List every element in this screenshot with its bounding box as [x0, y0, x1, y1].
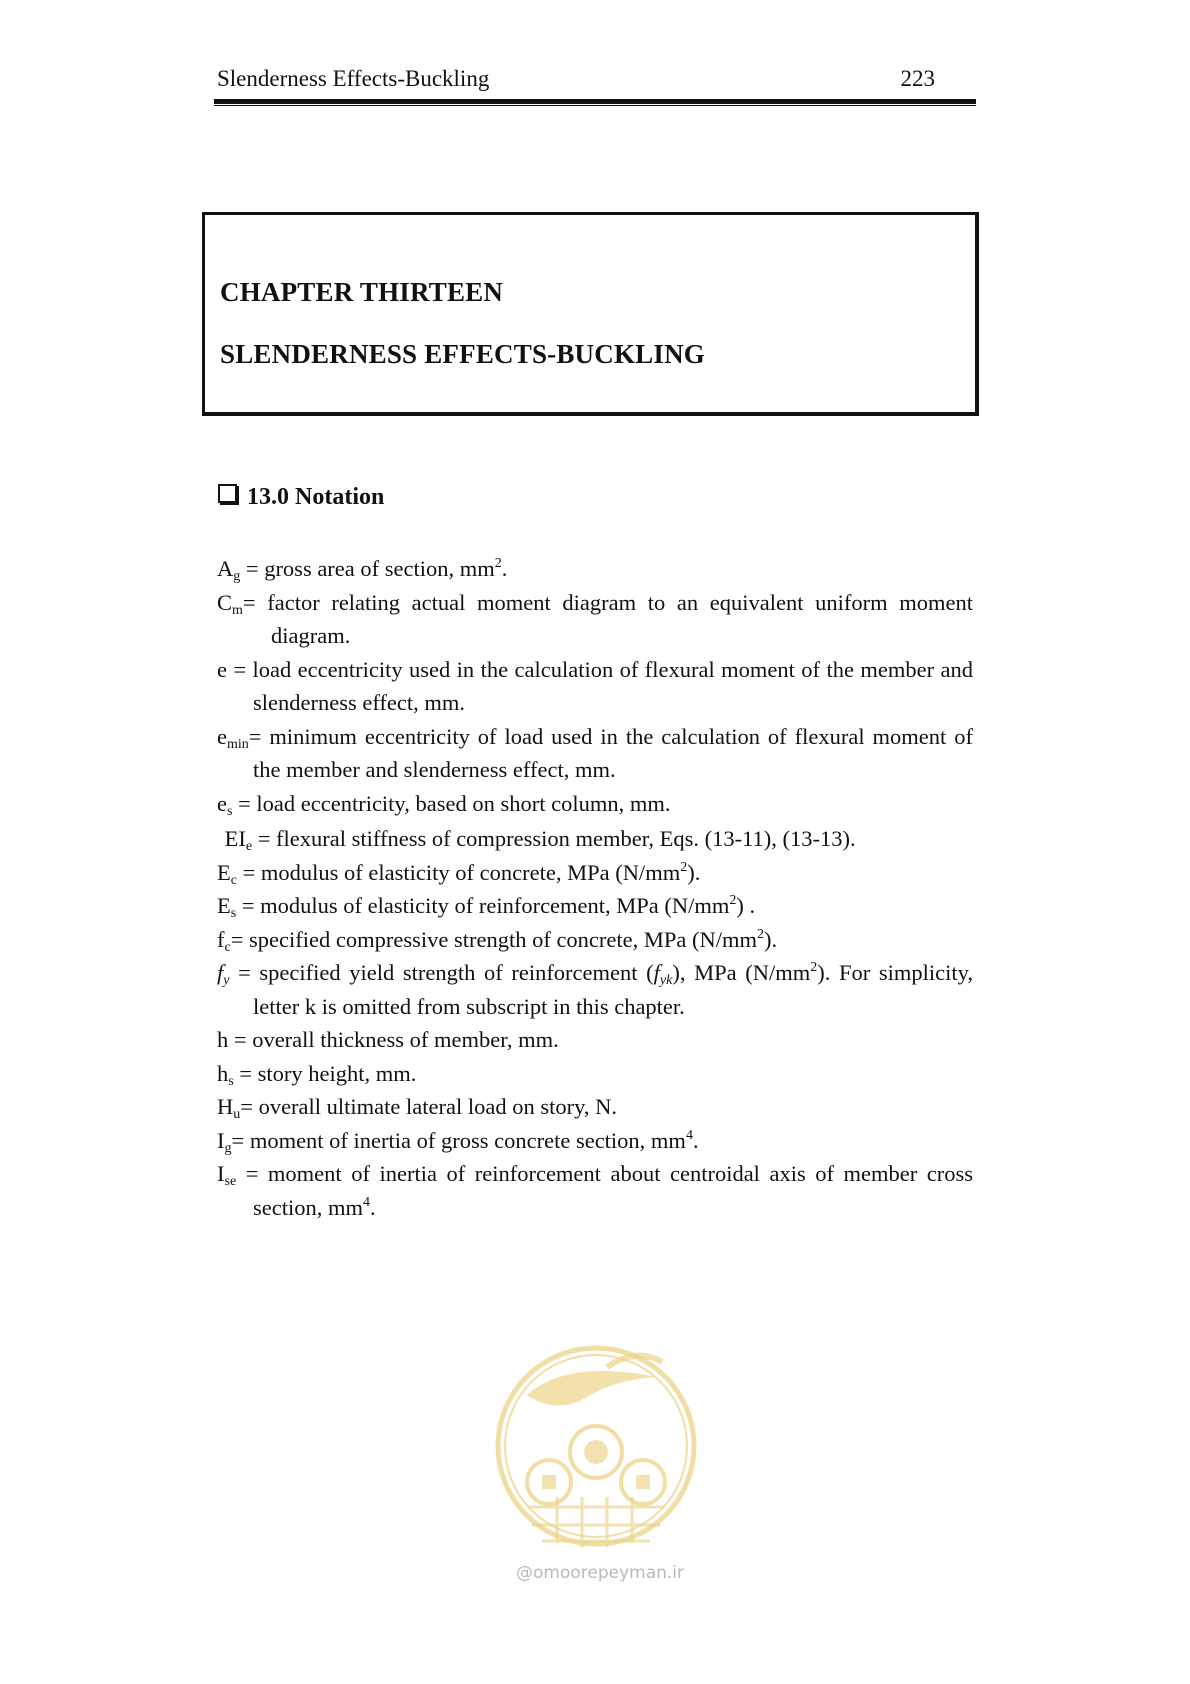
notation-item-ise: $I_{se}$ = moment of inertia of reinforcement about centroidal axis of member cross section, $mm^4$. [217, 1161, 973, 1220]
watermark-logo [487, 1317, 705, 1575]
running-header [217, 66, 977, 100]
notation-item-ec: $E_c$ = modulus of elasticity of concrete, MPa $(N/mm^2)$. [217, 859, 701, 888]
notation-item-es-modulus: $E_s$ = modulus of elasticity of reinforcement, MPa $(N/mm^2)$ . [217, 893, 756, 921]
chapter-number: CHAPTER THIRTEEN [220, 277, 504, 307]
notation-item-cm: $C_m=$ factor relating actual moment diagram to an equivalent uniform moment diagram. [217, 589, 973, 648]
notation-item-fy: $f_y$ = specified yield strength of reinforcement $(f_{yk})$, MPa $(N/mm^2)$. For simplicity, letter k is omitted from subscript in this chapter. [217, 960, 974, 1019]
notation-item-eie: $EI_e$ = flexural stiffness of compression member, Eqs. (13-11), (13-13). [224, 826, 856, 854]
notation-item-e: e = load eccentricity used in the calculation of flexural moment of the member and slenderness effect, mm. [217, 656, 973, 715]
notation-item-h: h = overall thickness of member, mm. [217, 1027, 559, 1052]
notation-item-fc: $f_c=$ specified compressive strength of concrete, MPa $(N/mm^2)$. [217, 926, 778, 955]
checkbox-bullet-icon [218, 484, 237, 503]
notation-item-hs: $h_s$ = story height, mm. [217, 1060, 417, 1089]
section-heading [218, 484, 384, 511]
notation-item-es: $e_s$ = load eccentricity, based on short column, mm. [217, 790, 671, 819]
notation-item-hu: $H_u=$ overall ultimate lateral load on story, N. [217, 1094, 617, 1122]
running-header-title: Slenderness Effects-Buckling [217, 66, 490, 91]
notation-item-ig: $I_g=$ moment of inertia of gross concrete section, $mm^4$. [217, 1127, 699, 1156]
header-rule [214, 99, 976, 106]
chapter-title: SLENDERNESS EFFECTS-BUCKLING [220, 339, 705, 369]
chapter-title-box [202, 212, 979, 416]
watermark-site: @omoorepeyman.ir [515, 1563, 685, 1583]
notation-list [217, 552, 973, 1224]
section-heading-text: 13.0 Notation [247, 484, 385, 510]
notation-item-ag: $A_g$ = gross area of section, $mm^2$. [217, 556, 508, 584]
notation-item-emin: $e_{min}=$ minimum eccentricity of load used in the calculation of flexural moment of the member and slenderness effect, mm. [217, 723, 973, 782]
page-number: 223 [900, 66, 935, 91]
